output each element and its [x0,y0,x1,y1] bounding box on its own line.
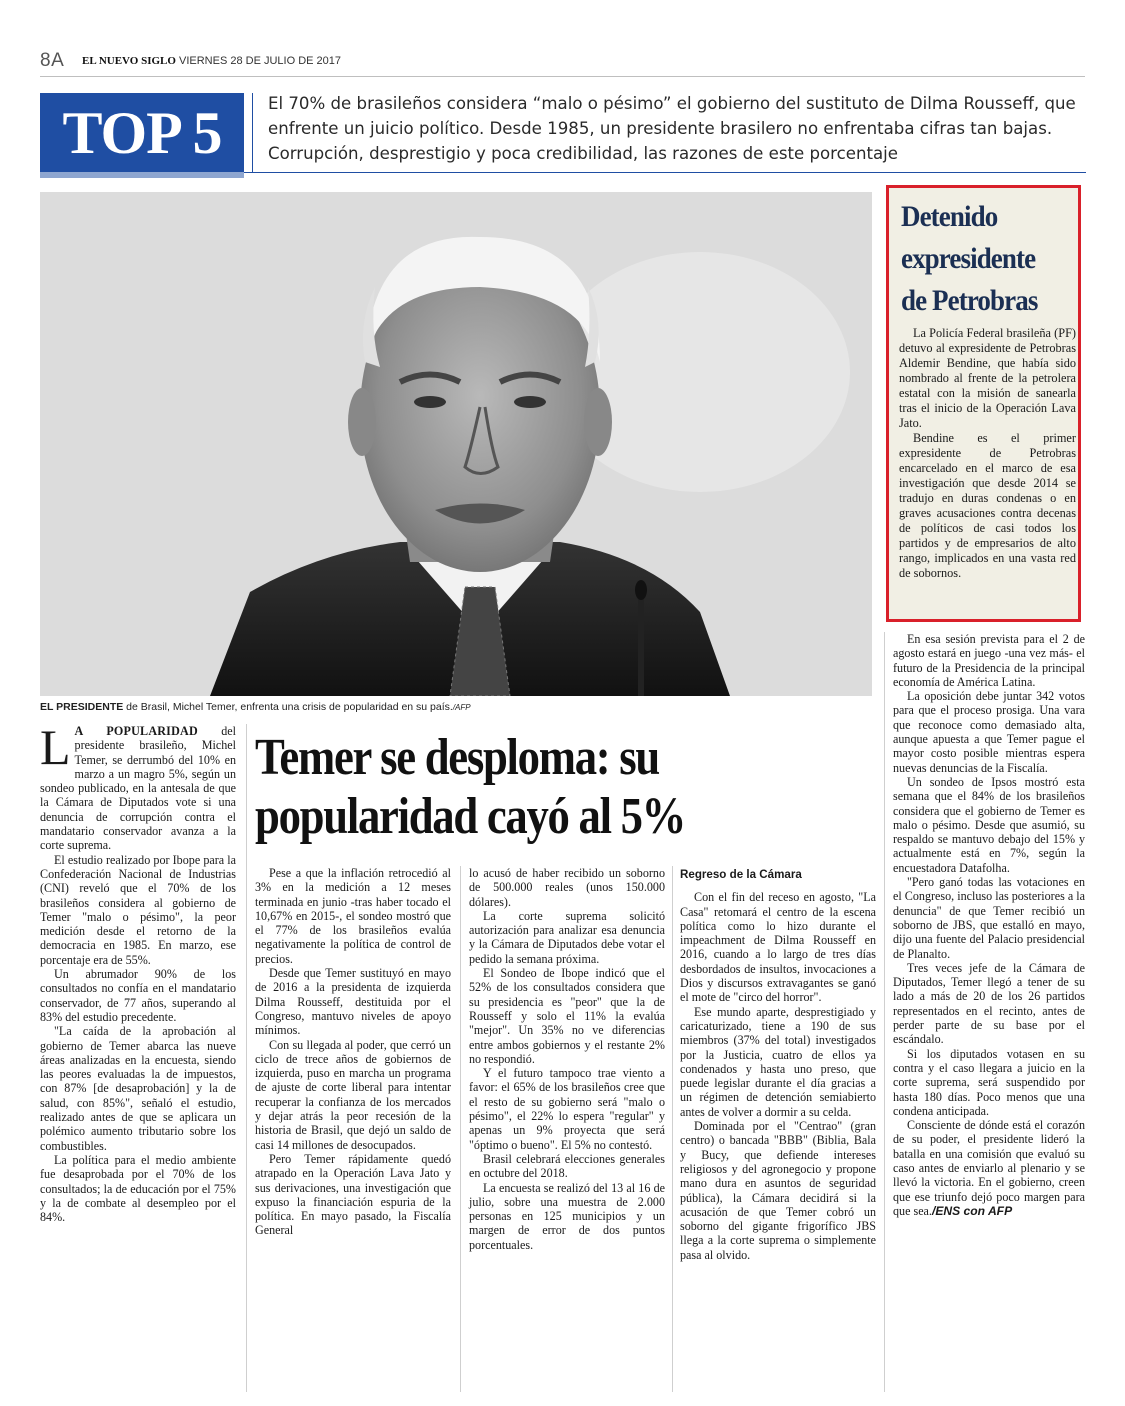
page-number: 8A [40,50,65,71]
header-rule [40,76,1085,77]
subheading: Regreso de la Cámara [680,868,802,881]
paragraph: Ese mundo aparte, desprestigiado y caricaturizado, tiene a 190 de sus miembros (37% del total) investigados por la Justicia, cuatro de ellos ya condenados y hasta uno preso, que puede legislar durante el día gracias a un régimen de detención semiabierto antes de volver a dormir a su celda. [680,1004,876,1119]
paragraph: La encuesta se realizó del 13 al 16 de julio, sobre una muestra de 2.000 personas en 125 municipios y un margen de error de dos puntos porcentuales. [469,1180,665,1252]
paragraph: Un sondeo de Ipsos mostró esta semana que el 84% de los brasileños considera que el gobierno de Temer es malo o pésimo. Desde que asumió, su respaldo se mantuvo debajo del 15% y actualmente está en 7%, según la encuestadora Datafolha. [893,774,1085,875]
article-column-5 [893,632,1085,1218]
sidebar-paragraph: Bendine es el primer expresidente de Petrobras encarcelado en el marco de esa investigación que desde 2014 se tradujo en duras condenas o en graves acusaciones contra decenas de políticos de casi todos los partidos y de empresarios de alto rango, implicados en una vasta red de sobornos. [899,431,1076,580]
sidebar-body [899,326,1076,581]
masthead-line [82,55,341,67]
paragraph: lo acusó de haber recibido un soborno de 500.000 reales (unos 150.000 dólares). [469,866,665,909]
article-signature: /ENS con AFP [931,1203,1013,1218]
column-rule [460,866,461,1392]
top5-badge: TOP 5 [40,93,244,173]
paragraph: Dominada por el "Centrao" (gran centro) o bancada "BBB" (Biblia, Bala y Bucy, que defiende intereses religiosos y del agronegocio y propone mano dura en asuntos de seguridad pública), la Cámara decidirá si la acusación de que Temer cobró un soborno del gigante frigorífico JBS llega a la corte suprema o simplemente pasa al olvido. [680,1119,876,1262]
article-column-1 [40,719,236,1225]
sidebar-title: Detenido expresidente de Petrobras [901,200,1038,317]
paragraph: Un abrumador 90% de los consultados no confía en el mandatario conservador, de 77 años, superando al 83% del estudio precedente. [40,967,236,1024]
column-rule [884,632,885,1392]
paragraph: Si los diputados votasen en su contra y el caso llegara a juicio en la corte suprema, será suspendido por hasta 180 días. Poco menos que una condena anticipada. [893,1046,1085,1118]
issue-date: VIERNES 28 DE JULIO DE 2017 [178,55,341,67]
article-photo [40,192,872,696]
article-column-3 [469,866,665,1252]
newspaper-name: EL NUEVO SIGLO [82,55,176,67]
caption-lead: EL PRESIDENTE [40,701,124,713]
paragraph: El Sondeo de Ibope indicó que el 52% de los consultados considera que su presidencia es "peor" que la de Rousseff y solo el 11% la evalúa "mejor". Un 35% no ve diferencias entre ambos gobiernos y el restante 2% no respondió. [469,966,665,1066]
paragraph: La política para el medio ambiente fue desaprobada por el 70% de los consultados; la de educación por el 75% y la de combate al desempleo por el 84%. [40,1152,236,1225]
lead-paragraph: L A POPULARIDAD del presidente brasileño, Michel Temer, se derrumbó del 10% en marzo a un magro 5%, según un sondeo publicado, en la antesala de que la Cámara de Diputados vote si una denuncia de corrupción contra el mandatario conservador avanza a la corte suprema. [40,719,236,853]
paragraph: "La caída de la aprobación al gobierno de Temer abarca las nueve áreas analizadas en la encuesta, siendo las peores evaluadas la de impuestos, con 87% [de desaprobación] y la de salud, con 85%", señaló el estudio, realizado antes de que se aplicara un polémico aumento tributario sobre los combustibles. [40,1024,236,1153]
photo-caption [40,701,872,713]
headline-line-1: Temer se desploma: su [255,729,659,786]
paragraph: Brasil celebrará elecciones generales en octubre del 2018. [469,1151,665,1181]
paragraph: "Pero ganó todas las votaciones en el Congreso, incluso las posteriores a la denuncia" de que Temer recibió un soborno de JBS, que estalló en mayo, dijo una fuente del Palacio presidencial de Planalto. [893,875,1085,961]
caption-text: de Brasil, Michel Temer, enfrenta una crisis de popularidad en su país. [123,701,453,713]
top5-summary: El 70% de brasileños considera “malo o pésimo” el gobierno del sustituto de Dilma Rousseff, que enfrente un juicio político. Desde 1985, un presidente brasilero no enfrentaba cifras tan bajas. Corrupción, desprestigio y poca credibilidad, las razones de este porcentaje [268,94,1076,163]
article-column-4 [680,868,876,1262]
article-column-2 [255,866,451,1238]
paragraph: Pese a que la inflación retrocedió al 3% en la medición a 12 meses terminada en junio -tras haber tocado el 10,67% en 2015-, el sondeo mostró que el 77% de los brasileños evalúa negativamente la política de control de precios. [255,866,451,966]
top5-badge-shadow [40,172,244,178]
paragraph: El estudio realizado por Ibope para la Confederación Nacional de Industrias (CNI) reveló que el 70% de los brasileños considera al gobierno de Temer "malo o pésimo", la peor medición desde el retorno de la democracia en 1985. En marzo, ese porcentaje era de 55%. [40,852,236,967]
sidebar-box [886,185,1081,622]
article-headline [255,728,788,846]
sidebar-paragraph: La Policía Federal brasileña (PF) detuvo al expresidente de Petrobras Aldemir Bendine, que había sido nombrado al frente de la petrolera estatal con la misión de sanearla tras el inicio de la Operación Lava Jato. [899,326,1076,430]
photo-credit: /AFP [452,703,471,712]
headline-line-2: popularidad cayó al 5% [255,788,686,845]
paragraph: Con su llegada al poder, que cerró un ciclo de trece años de gobiernos de izquierda, puso en marcha un programa de ajuste de corte liberal para intentar recuperar la confianza de los mercados y dejar atrás la peor recesión de la historia de Brasil, que dejó un saldo de casi 14 millones de desocupados. [255,1037,451,1152]
paragraph: Con el fin del receso en agosto, "La Casa" retomará el centro de la escena política como lo hizo durante el impeachment de Dilma Rousseff en 2016, cuando a lo largo de tres días desbordados de insultos, invocaciones a Dios y discursos extravagantes se ganó el mote de "circo del horror". [680,890,876,1005]
paragraph: Y el futuro tampoco trae viento a favor: el 65% de los brasileños cree que el resto de su gobierno será "malo o pésimo", el 22% lo espera "regular" y apenas un 9% proyecta que será "óptimo o bueno". El 5% no contestó. [469,1066,665,1152]
paragraph: Desde que Temer sustituyó en mayo de 2016 a la presidenta de izquierda Dilma Rousseff, destituida por el Congreso, mantuvo niveles de apoyo mínimos. [255,966,451,1038]
paragraph: La corte suprema solicitó autorización para analizar esa denuncia y la Cámara de Diputados debe votar el pedido la semana próxima. [469,908,665,966]
paragraph: Tres veces jefe de la Cámara de Diputados, Temer llegó a tener de su lado a más de 20 de los 26 partidos representados en el recinto, antes de perder parte de su base por el escándalo. [893,960,1085,1047]
drop-cap: L [40,719,71,775]
lead-caps: A POPULARIDAD [74,724,198,738]
column-rule [672,866,673,1392]
paragraph: Pero Temer rápidamente quedó atrapado en la Operación Lava Jato y sus derivaciones, una investigación que expuso la financiación espuria de la política. En mayo pasado, la Fiscalía General [255,1151,451,1238]
top5-underline [244,172,1086,173]
paragraph: En esa sesión prevista para el 2 de agosto estará en juego -una vez más- el futuro de la Presidencia de la principal economía de América Latina. [893,632,1085,689]
top5-divider [252,93,253,173]
paragraph: Consciente de dónde está el corazón de su poder, el presidente lideró la batalla en una comisión que evaluó su caso antes de enviarlo al plenario y se llevó la victoria. En el gobierno, creen que ese triunfo dejó poco margen para que sea./ENS con AFP [893,1118,1085,1218]
paragraph: La oposición debe juntar 342 votos para que el proceso prosiga. Una vara que reconoce como demasiado alta, aunque apuesta a que Temer pague el mayor costo posible mientras espera nuevas denuncias de la Fiscalía. [893,689,1085,775]
column-rule [246,724,247,1392]
portrait-illustration [40,192,872,696]
